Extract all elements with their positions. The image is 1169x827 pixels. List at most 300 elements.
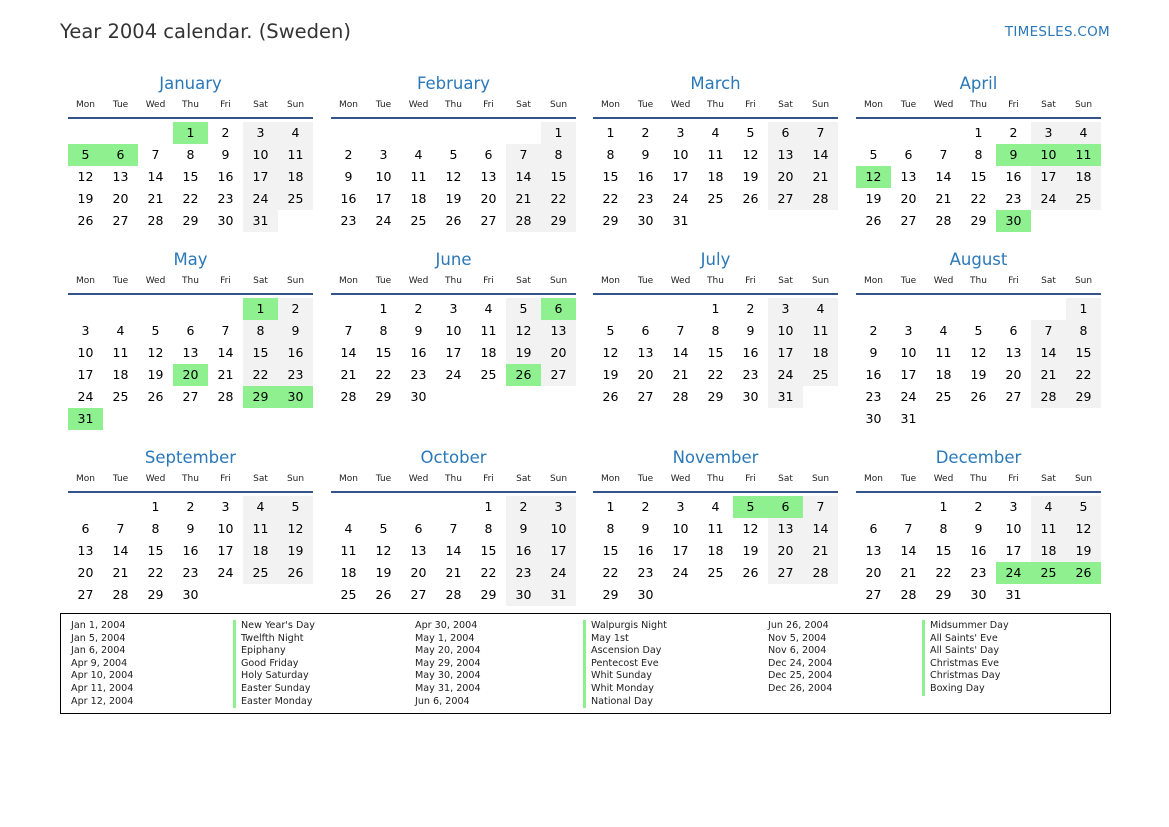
day-cell[interactable]: 2 (641, 499, 650, 514)
day-cell[interactable]: 10 (445, 323, 462, 338)
day-cell[interactable]: 26 (742, 191, 759, 206)
day-cell[interactable]: 2 (414, 301, 423, 316)
day-cell[interactable]: 18 (243, 540, 278, 562)
day-cell[interactable]: 9 (641, 521, 650, 536)
day-cell[interactable]: 22 (375, 367, 392, 382)
day-cell[interactable]: 7 (904, 521, 913, 536)
day-cell[interactable]: 29 (375, 389, 392, 404)
day-cell[interactable]: 24 (375, 213, 392, 228)
day-cell[interactable]: 15 (541, 166, 576, 188)
day-cell[interactable]: 8 (186, 147, 195, 162)
day-cell[interactable]: 19 (742, 169, 759, 184)
day-cell[interactable]: 8 (1066, 320, 1101, 342)
day-cell[interactable]: 16 (217, 169, 234, 184)
holiday-day-cell[interactable]: 26 (1066, 562, 1101, 584)
day-cell[interactable]: 14 (935, 169, 952, 184)
day-cell[interactable]: 19 (970, 367, 987, 382)
day-cell[interactable]: 13 (865, 543, 882, 558)
day-cell[interactable]: 18 (480, 345, 497, 360)
day-cell[interactable]: 12 (602, 345, 619, 360)
day-cell[interactable]: 1 (541, 122, 576, 144)
day-cell[interactable]: 6 (484, 147, 493, 162)
day-cell[interactable]: 31 (243, 210, 278, 232)
holiday-day-cell[interactable]: 1 (173, 122, 208, 144)
day-cell[interactable]: 31 (541, 584, 576, 606)
day-cell[interactable]: 23 (182, 565, 199, 580)
day-cell[interactable]: 2 (641, 125, 650, 140)
day-cell[interactable]: 8 (541, 144, 576, 166)
day-cell[interactable]: 5 (869, 147, 878, 162)
day-cell[interactable]: 27 (480, 213, 497, 228)
day-cell[interactable]: 14 (147, 169, 164, 184)
day-cell[interactable]: 8 (939, 521, 948, 536)
day-cell[interactable]: 29 (147, 587, 164, 602)
day-cell[interactable]: 5 (1066, 496, 1101, 518)
day-cell[interactable]: 14 (803, 518, 838, 540)
day-cell[interactable]: 18 (112, 367, 129, 382)
day-cell[interactable]: 5 (151, 323, 160, 338)
day-cell[interactable]: 4 (484, 301, 493, 316)
day-cell[interactable]: 5 (449, 147, 458, 162)
day-cell[interactable]: 9 (186, 521, 195, 536)
holiday-day-cell[interactable]: 24 (996, 562, 1031, 584)
day-cell[interactable]: 22 (243, 364, 278, 386)
day-cell[interactable]: 28 (506, 210, 541, 232)
day-cell[interactable]: 13 (637, 345, 654, 360)
day-cell[interactable]: 7 (221, 323, 230, 338)
day-cell[interactable]: 16 (742, 345, 759, 360)
day-cell[interactable]: 16 (865, 367, 882, 382)
day-cell[interactable]: 22 (147, 565, 164, 580)
day-cell[interactable]: 9 (278, 320, 313, 342)
day-cell[interactable]: 12 (77, 169, 94, 184)
day-cell[interactable]: 11 (935, 345, 952, 360)
day-cell[interactable]: 29 (1066, 386, 1101, 408)
day-cell[interactable]: 18 (1031, 540, 1066, 562)
day-cell[interactable]: 29 (602, 213, 619, 228)
day-cell[interactable]: 21 (672, 367, 689, 382)
day-cell[interactable]: 14 (672, 345, 689, 360)
day-cell[interactable]: 29 (541, 210, 576, 232)
day-cell[interactable]: 15 (182, 169, 199, 184)
day-cell[interactable]: 28 (803, 188, 838, 210)
day-cell[interactable]: 25 (1066, 188, 1101, 210)
day-cell[interactable]: 14 (900, 543, 917, 558)
day-cell[interactable]: 11 (278, 144, 313, 166)
day-cell[interactable]: 20 (480, 191, 497, 206)
day-cell[interactable]: 10 (541, 518, 576, 540)
day-cell[interactable]: 9 (869, 345, 878, 360)
day-cell[interactable]: 20 (410, 565, 427, 580)
day-cell[interactable]: 23 (637, 565, 654, 580)
day-cell[interactable]: 15 (480, 543, 497, 558)
day-cell[interactable]: 18 (707, 169, 724, 184)
day-cell[interactable]: 2 (344, 147, 353, 162)
day-cell[interactable]: 7 (151, 147, 160, 162)
day-cell[interactable]: 16 (182, 543, 199, 558)
day-cell[interactable]: 6 (641, 323, 650, 338)
day-cell[interactable]: 14 (803, 144, 838, 166)
day-cell[interactable]: 11 (707, 521, 724, 536)
day-cell[interactable]: 30 (410, 389, 427, 404)
day-cell[interactable]: 24 (541, 562, 576, 584)
day-cell[interactable]: 28 (672, 389, 689, 404)
day-cell[interactable]: 24 (672, 565, 689, 580)
day-cell[interactable]: 23 (970, 565, 987, 580)
day-cell[interactable]: 16 (637, 169, 654, 184)
day-cell[interactable]: 8 (606, 521, 615, 536)
day-cell[interactable]: 9 (344, 169, 353, 184)
day-cell[interactable]: 11 (410, 169, 427, 184)
day-cell[interactable]: 25 (340, 587, 357, 602)
day-cell[interactable]: 20 (865, 565, 882, 580)
day-cell[interactable]: 18 (278, 166, 313, 188)
day-cell[interactable]: 29 (182, 213, 199, 228)
day-cell[interactable]: 16 (506, 540, 541, 562)
day-cell[interactable]: 23 (410, 367, 427, 382)
holiday-day-cell[interactable]: 20 (173, 364, 208, 386)
day-cell[interactable]: 26 (602, 389, 619, 404)
day-cell[interactable]: 30 (742, 389, 759, 404)
day-cell[interactable]: 13 (1005, 345, 1022, 360)
day-cell[interactable]: 7 (506, 144, 541, 166)
day-cell[interactable]: 10 (77, 345, 94, 360)
day-cell[interactable]: 23 (340, 213, 357, 228)
day-cell[interactable]: 24 (217, 565, 234, 580)
day-cell[interactable]: 22 (935, 565, 952, 580)
day-cell[interactable]: 21 (112, 565, 129, 580)
day-cell[interactable]: 11 (803, 320, 838, 342)
day-cell[interactable]: 28 (900, 587, 917, 602)
day-cell[interactable]: 5 (746, 125, 755, 140)
day-cell[interactable]: 2 (278, 298, 313, 320)
day-cell[interactable]: 30 (182, 587, 199, 602)
day-cell[interactable]: 19 (506, 342, 541, 364)
day-cell[interactable]: 14 (1031, 342, 1066, 364)
day-cell[interactable]: 12 (375, 543, 392, 558)
day-cell[interactable]: 2 (746, 301, 755, 316)
holiday-day-cell[interactable]: 30 (278, 386, 313, 408)
day-cell[interactable]: 7 (676, 323, 685, 338)
day-cell[interactable]: 17 (375, 191, 392, 206)
holiday-day-cell[interactable]: 26 (506, 364, 541, 386)
day-cell[interactable]: 1 (974, 125, 983, 140)
day-cell[interactable]: 15 (935, 543, 952, 558)
day-cell[interactable]: 21 (900, 565, 917, 580)
day-cell[interactable]: 24 (445, 367, 462, 382)
day-cell[interactable]: 29 (480, 587, 497, 602)
day-cell[interactable]: 23 (217, 191, 234, 206)
day-cell[interactable]: 29 (935, 587, 952, 602)
day-cell[interactable]: 21 (803, 540, 838, 562)
day-cell[interactable]: 4 (278, 122, 313, 144)
day-cell[interactable]: 25 (112, 389, 129, 404)
day-cell[interactable]: 26 (147, 389, 164, 404)
day-cell[interactable]: 10 (672, 521, 689, 536)
day-cell[interactable]: 28 (803, 562, 838, 584)
day-cell[interactable]: 16 (340, 191, 357, 206)
day-cell[interactable]: 1 (606, 499, 615, 514)
day-cell[interactable]: 27 (865, 587, 882, 602)
day-cell[interactable]: 4 (1066, 122, 1101, 144)
day-cell[interactable]: 27 (768, 188, 803, 210)
day-cell[interactable]: 15 (243, 342, 278, 364)
day-cell[interactable]: 26 (445, 213, 462, 228)
day-cell[interactable]: 19 (445, 191, 462, 206)
day-cell[interactable]: 21 (147, 191, 164, 206)
holiday-day-cell[interactable]: 25 (1031, 562, 1066, 584)
day-cell[interactable]: 17 (1005, 543, 1022, 558)
day-cell[interactable]: 11 (340, 543, 357, 558)
day-cell[interactable]: 13 (182, 345, 199, 360)
day-cell[interactable]: 25 (480, 367, 497, 382)
day-cell[interactable]: 27 (900, 213, 917, 228)
day-cell[interactable]: 3 (768, 298, 803, 320)
holiday-day-cell[interactable]: 6 (541, 298, 576, 320)
holiday-day-cell[interactable]: 6 (768, 496, 803, 518)
day-cell[interactable]: 21 (803, 166, 838, 188)
day-cell[interactable]: 12 (147, 345, 164, 360)
day-cell[interactable]: 31 (1005, 587, 1022, 602)
day-cell[interactable]: 10 (900, 345, 917, 360)
day-cell[interactable]: 17 (445, 345, 462, 360)
day-cell[interactable]: 20 (637, 367, 654, 382)
day-cell[interactable]: 28 (1031, 386, 1066, 408)
day-cell[interactable]: 8 (711, 323, 720, 338)
day-cell[interactable]: 8 (243, 320, 278, 342)
day-cell[interactable]: 17 (768, 342, 803, 364)
day-cell[interactable]: 13 (541, 320, 576, 342)
day-cell[interactable]: 19 (77, 191, 94, 206)
day-cell[interactable]: 22 (182, 191, 199, 206)
day-cell[interactable]: 17 (900, 367, 917, 382)
day-cell[interactable]: 3 (1031, 122, 1066, 144)
day-cell[interactable]: 8 (484, 521, 493, 536)
holiday-day-cell[interactable]: 5 (68, 144, 103, 166)
day-cell[interactable]: 1 (484, 499, 493, 514)
holiday-day-cell[interactable]: 12 (856, 166, 891, 188)
day-cell[interactable]: 20 (900, 191, 917, 206)
day-cell[interactable]: 15 (602, 169, 619, 184)
holiday-day-cell[interactable]: 6 (103, 144, 138, 166)
day-cell[interactable]: 19 (375, 565, 392, 580)
day-cell[interactable]: 26 (278, 562, 313, 584)
day-cell[interactable]: 27 (410, 587, 427, 602)
day-cell[interactable]: 11 (1031, 518, 1066, 540)
day-cell[interactable]: 16 (637, 543, 654, 558)
day-cell[interactable]: 13 (768, 518, 803, 540)
day-cell[interactable]: 18 (410, 191, 427, 206)
day-cell[interactable]: 27 (768, 562, 803, 584)
day-cell[interactable]: 8 (974, 147, 983, 162)
day-cell[interactable]: 13 (410, 543, 427, 558)
day-cell[interactable]: 12 (742, 521, 759, 536)
day-cell[interactable]: 13 (900, 169, 917, 184)
day-cell[interactable]: 28 (217, 389, 234, 404)
day-cell[interactable]: 12 (970, 345, 987, 360)
day-cell[interactable]: 20 (541, 342, 576, 364)
day-cell[interactable]: 24 (768, 364, 803, 386)
day-cell[interactable]: 15 (147, 543, 164, 558)
day-cell[interactable]: 28 (935, 213, 952, 228)
day-cell[interactable]: 6 (414, 521, 423, 536)
day-cell[interactable]: 7 (939, 147, 948, 162)
day-cell[interactable]: 23 (506, 562, 541, 584)
day-cell[interactable]: 1 (939, 499, 948, 514)
day-cell[interactable]: 30 (970, 587, 987, 602)
day-cell[interactable]: 21 (217, 367, 234, 382)
holiday-day-cell[interactable]: 29 (243, 386, 278, 408)
day-cell[interactable]: 30 (865, 411, 882, 426)
day-cell[interactable]: 9 (641, 147, 650, 162)
day-cell[interactable]: 15 (375, 345, 392, 360)
day-cell[interactable]: 27 (1005, 389, 1022, 404)
day-cell[interactable]: 26 (865, 213, 882, 228)
day-cell[interactable]: 28 (340, 389, 357, 404)
day-cell[interactable]: 6 (1009, 323, 1018, 338)
day-cell[interactable]: 16 (410, 345, 427, 360)
day-cell[interactable]: 13 (480, 169, 497, 184)
day-cell[interactable]: 20 (1005, 367, 1022, 382)
day-cell[interactable]: 18 (340, 565, 357, 580)
day-cell[interactable]: 31 (672, 213, 689, 228)
day-cell[interactable]: 17 (217, 543, 234, 558)
day-cell[interactable]: 13 (77, 543, 94, 558)
day-cell[interactable]: 22 (1066, 364, 1101, 386)
day-cell[interactable]: 3 (81, 323, 90, 338)
day-cell[interactable]: 6 (768, 122, 803, 144)
day-cell[interactable]: 5 (379, 521, 388, 536)
day-cell[interactable]: 28 (147, 213, 164, 228)
day-cell[interactable]: 1 (606, 125, 615, 140)
day-cell[interactable]: 28 (445, 587, 462, 602)
day-cell[interactable]: 19 (1066, 540, 1101, 562)
day-cell[interactable]: 17 (77, 367, 94, 382)
brand-link[interactable]: TIMESLES.COM (1004, 24, 1110, 40)
day-cell[interactable]: 16 (278, 342, 313, 364)
day-cell[interactable]: 4 (243, 496, 278, 518)
day-cell[interactable]: 6 (869, 521, 878, 536)
day-cell[interactable]: 31 (900, 411, 917, 426)
day-cell[interactable]: 30 (637, 213, 654, 228)
day-cell[interactable]: 23 (637, 191, 654, 206)
day-cell[interactable]: 12 (506, 320, 541, 342)
day-cell[interactable]: 19 (865, 191, 882, 206)
day-cell[interactable]: 7 (1031, 320, 1066, 342)
day-cell[interactable]: 2 (1009, 125, 1018, 140)
day-cell[interactable]: 20 (112, 191, 129, 206)
day-cell[interactable]: 11 (707, 147, 724, 162)
day-cell[interactable]: 7 (803, 496, 838, 518)
day-cell[interactable]: 29 (707, 389, 724, 404)
day-cell[interactable]: 25 (803, 364, 838, 386)
day-cell[interactable]: 24 (1031, 188, 1066, 210)
day-cell[interactable]: 24 (77, 389, 94, 404)
day-cell[interactable]: 8 (379, 323, 388, 338)
day-cell[interactable]: 11 (243, 518, 278, 540)
day-cell[interactable]: 18 (935, 367, 952, 382)
day-cell[interactable]: 22 (602, 565, 619, 580)
day-cell[interactable]: 8 (606, 147, 615, 162)
day-cell[interactable]: 17 (541, 540, 576, 562)
day-cell[interactable]: 15 (1066, 342, 1101, 364)
day-cell[interactable]: 4 (414, 147, 423, 162)
day-cell[interactable]: 26 (375, 587, 392, 602)
day-cell[interactable]: 9 (506, 518, 541, 540)
day-cell[interactable]: 4 (1031, 496, 1066, 518)
day-cell[interactable]: 24 (672, 191, 689, 206)
day-cell[interactable]: 18 (1066, 166, 1101, 188)
holiday-day-cell[interactable]: 1 (243, 298, 278, 320)
day-cell[interactable]: 27 (637, 389, 654, 404)
day-cell[interactable]: 8 (151, 521, 160, 536)
day-cell[interactable]: 23 (742, 367, 759, 382)
day-cell[interactable]: 6 (904, 147, 913, 162)
holiday-day-cell[interactable]: 30 (996, 210, 1031, 232)
day-cell[interactable]: 22 (480, 565, 497, 580)
holiday-day-cell[interactable]: 9 (996, 144, 1031, 166)
day-cell[interactable]: 25 (243, 562, 278, 584)
day-cell[interactable]: 3 (243, 122, 278, 144)
day-cell[interactable]: 30 (506, 584, 541, 606)
day-cell[interactable]: 16 (1005, 169, 1022, 184)
day-cell[interactable]: 26 (742, 565, 759, 580)
day-cell[interactable]: 21 (935, 191, 952, 206)
day-cell[interactable]: 17 (243, 166, 278, 188)
day-cell[interactable]: 3 (904, 323, 913, 338)
day-cell[interactable]: 9 (974, 521, 983, 536)
day-cell[interactable]: 23 (278, 364, 313, 386)
day-cell[interactable]: 23 (1005, 191, 1022, 206)
day-cell[interactable]: 10 (672, 147, 689, 162)
day-cell[interactable]: 4 (711, 125, 720, 140)
day-cell[interactable]: 2 (186, 499, 195, 514)
day-cell[interactable]: 25 (707, 565, 724, 580)
day-cell[interactable]: 3 (676, 499, 685, 514)
day-cell[interactable]: 10 (243, 144, 278, 166)
day-cell[interactable]: 12 (1066, 518, 1101, 540)
day-cell[interactable]: 1 (379, 301, 388, 316)
day-cell[interactable]: 17 (672, 169, 689, 184)
day-cell[interactable]: 9 (221, 147, 230, 162)
day-cell[interactable]: 21 (1031, 364, 1066, 386)
day-cell[interactable]: 7 (449, 521, 458, 536)
day-cell[interactable]: 11 (480, 323, 497, 338)
day-cell[interactable]: 1 (1066, 298, 1101, 320)
day-cell[interactable]: 19 (278, 540, 313, 562)
day-cell[interactable]: 22 (541, 188, 576, 210)
day-cell[interactable]: 14 (340, 345, 357, 360)
day-cell[interactable]: 3 (379, 147, 388, 162)
day-cell[interactable]: 27 (77, 587, 94, 602)
day-cell[interactable]: 22 (707, 367, 724, 382)
day-cell[interactable]: 25 (707, 191, 724, 206)
day-cell[interactable]: 26 (77, 213, 94, 228)
day-cell[interactable]: 2 (221, 125, 230, 140)
day-cell[interactable]: 20 (77, 565, 94, 580)
day-cell[interactable]: 20 (768, 540, 803, 562)
day-cell[interactable]: 1 (711, 301, 720, 316)
day-cell[interactable]: 4 (803, 298, 838, 320)
holiday-day-cell[interactable]: 5 (733, 496, 768, 518)
day-cell[interactable]: 28 (112, 587, 129, 602)
day-cell[interactable]: 18 (803, 342, 838, 364)
day-cell[interactable]: 31 (768, 386, 803, 408)
day-cell[interactable]: 22 (602, 191, 619, 206)
day-cell[interactable]: 25 (935, 389, 952, 404)
day-cell[interactable]: 12 (278, 518, 313, 540)
day-cell[interactable]: 30 (637, 587, 654, 602)
